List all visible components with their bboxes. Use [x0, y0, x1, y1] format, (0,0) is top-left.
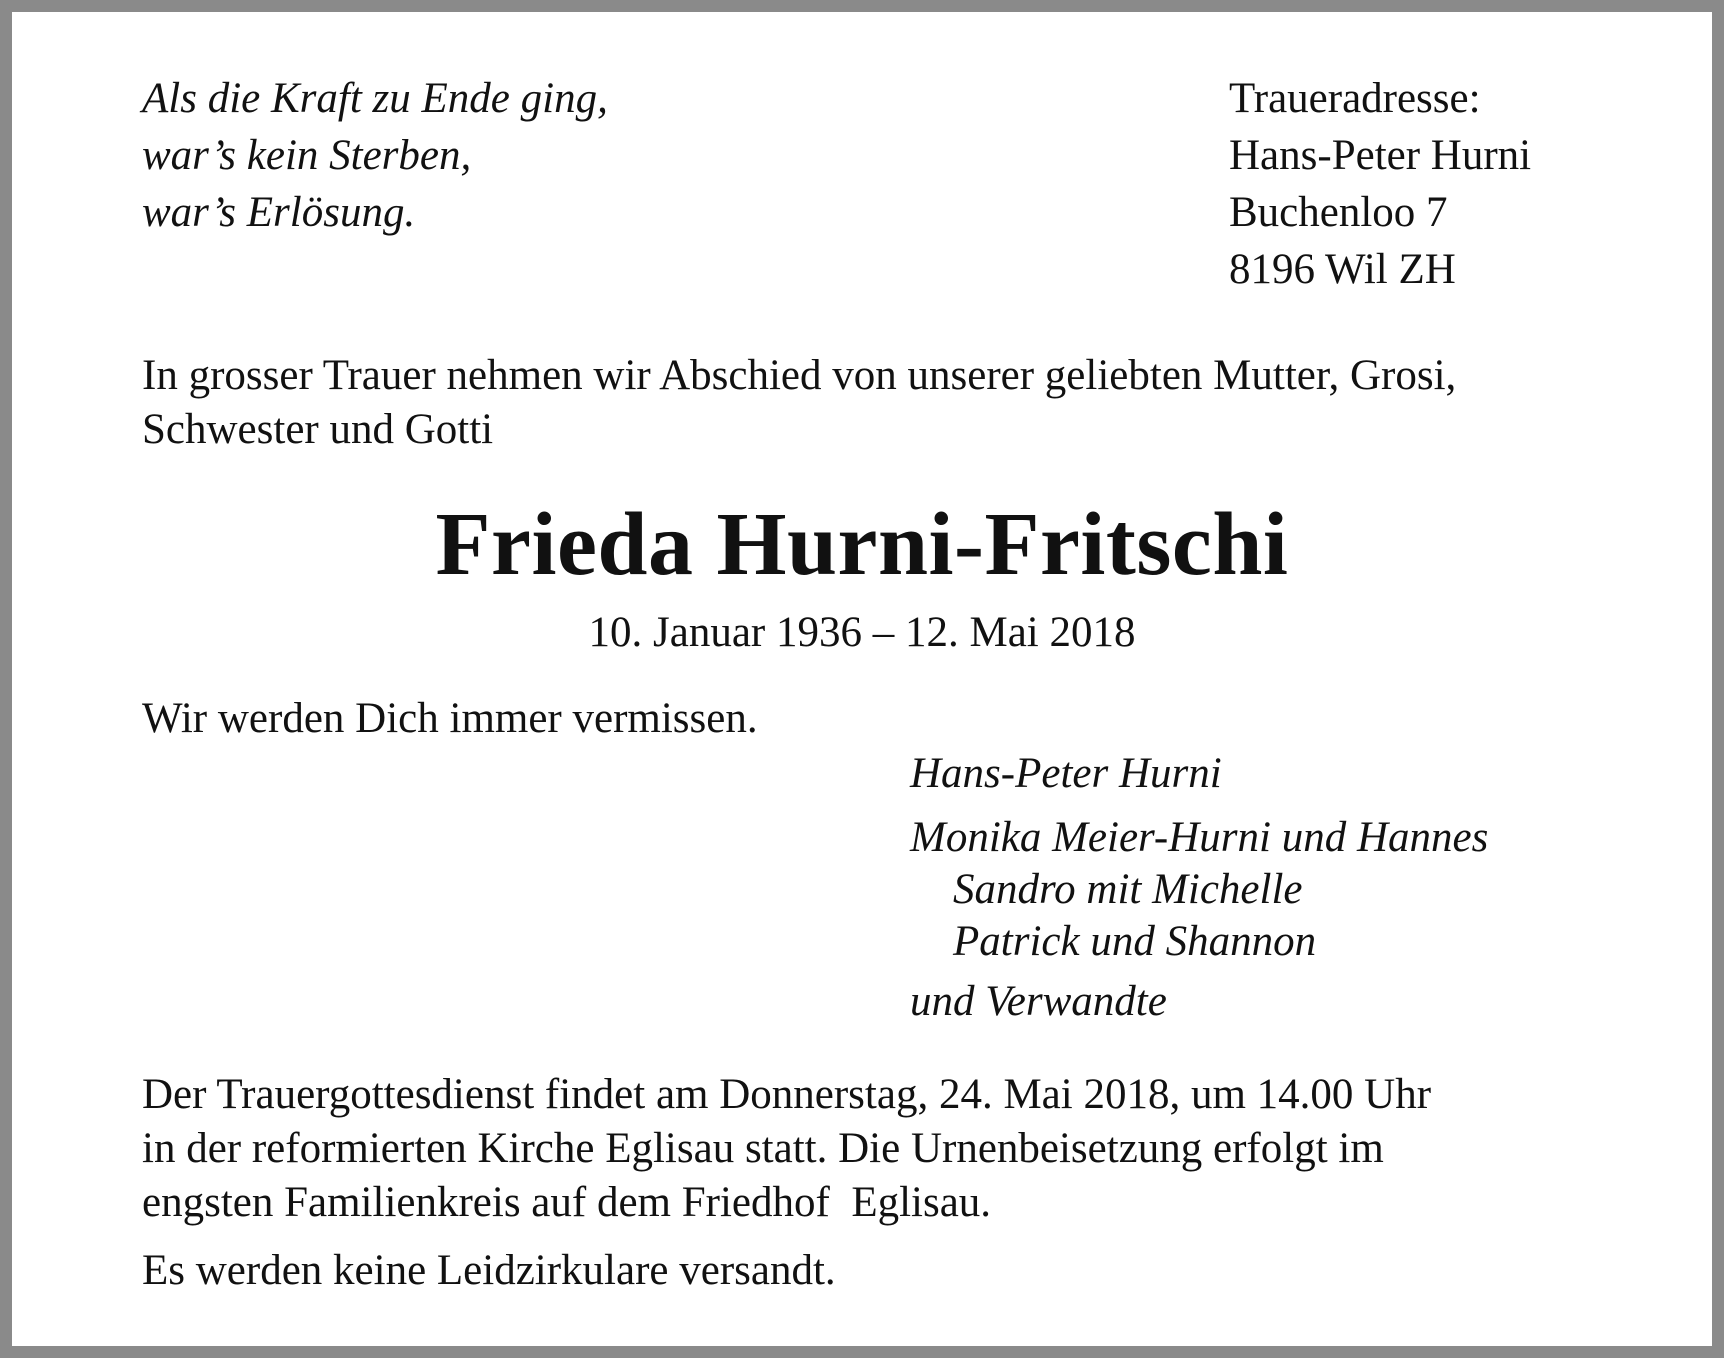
mourner-name: Monika Meier-Hurni und Hannes	[910, 814, 1489, 861]
farewell-text: Wir werden Dich immer vermissen.	[142, 695, 758, 742]
relatives-text: und Verwandte	[910, 978, 1167, 1025]
intro-line: Schwester und Gotti	[142, 406, 494, 453]
mourner-relatives	[910, 976, 1167, 1028]
memorial-verse	[142, 70, 608, 241]
mourner-first	[910, 748, 1222, 800]
verse-line: Als die Kraft zu Ende ging,	[142, 75, 608, 122]
deceased-name: Frieda Hurni-Fritschi	[435, 495, 1289, 594]
mourner-family	[910, 812, 1488, 968]
mourner-name: Hans-Peter Hurni	[910, 750, 1222, 797]
address-city: 8196 Wil ZH	[1229, 246, 1456, 293]
address-name: Hans-Peter Hurni	[1229, 132, 1532, 179]
intro-line: In grosser Trauer nehmen wir Abschied von unserer geliebten Mutter, Grosi,	[142, 352, 1457, 399]
mourner-child: Patrick und Shannon	[953, 918, 1317, 965]
address-label: Traueradresse:	[1229, 75, 1481, 122]
obituary-notice	[12, 12, 1712, 1346]
mourning-address	[1229, 70, 1531, 298]
service-line: Der Trauergottesdienst findet am Donnerstag, 24. Mai 2018, um 14.00 Uhr	[142, 1071, 1432, 1118]
intro-text	[142, 349, 1642, 457]
circular-note: Es werden keine Leidzirkulare versandt.	[142, 1247, 836, 1294]
mourner-child: Sandro mit Michelle	[953, 866, 1303, 913]
service-line: in der reformierten Kirche Eglisau statt. Die Urnenbeisetzung erfolgt im	[142, 1125, 1384, 1172]
verse-line: war’s kein Sterben,	[142, 132, 472, 179]
address-street: Buchenloo 7	[1229, 189, 1448, 236]
verse-line: war’s Erlösung.	[142, 189, 416, 236]
life-dates: 10. Januar 1936 – 12. Mai 2018	[588, 609, 1136, 656]
service-line: engsten Familienkreis auf dem Friedhof Eglisau.	[142, 1179, 992, 1226]
service-details	[142, 1068, 1682, 1230]
